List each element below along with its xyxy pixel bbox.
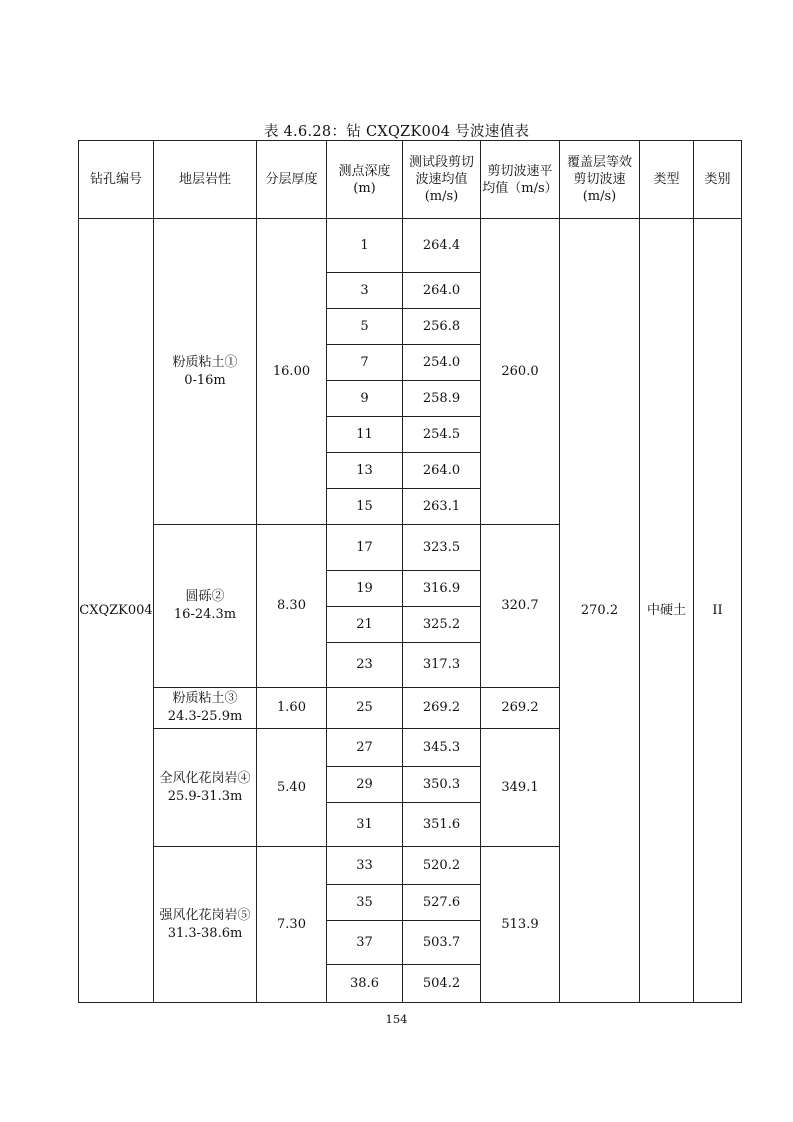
depth-cell: 35 — [327, 885, 403, 921]
velocity-cell: 258.9 — [403, 381, 481, 417]
header-depth: 测点深度 (m) — [327, 141, 403, 219]
mean-velocity-cell: 320.7 — [481, 525, 560, 688]
velocity-cell: 254.0 — [403, 345, 481, 381]
depth-cell: 31 — [327, 803, 403, 847]
depth-cell: 15 — [327, 489, 403, 525]
depth-cell: 37 — [327, 921, 403, 965]
thickness-cell: 5.40 — [257, 729, 327, 847]
equivalent-velocity-cell: 270.2 — [560, 219, 640, 1003]
mean-velocity-cell: 513.9 — [481, 847, 560, 1003]
thickness-cell: 16.00 — [257, 219, 327, 525]
velocity-cell: 263.1 — [403, 489, 481, 525]
lithology-cell: 强风化花岗岩⑤ 31.3-38.6m — [154, 847, 257, 1003]
depth-cell: 9 — [327, 381, 403, 417]
borehole-id-cell: CXQZK004 — [79, 219, 154, 1003]
velocity-cell: 527.6 — [403, 885, 481, 921]
page-number: 154 — [385, 1012, 408, 1026]
depth-cell: 23 — [327, 643, 403, 688]
depth-cell: 3 — [327, 273, 403, 309]
lithology-cell: 圆砾② 16-24.3m — [154, 525, 257, 688]
depth-cell: 21 — [327, 607, 403, 643]
site-class-cell: II — [694, 219, 742, 1003]
depth-cell: 17 — [327, 525, 403, 571]
velocity-cell: 254.5 — [403, 417, 481, 453]
velocity-cell: 264.0 — [403, 273, 481, 309]
thickness-cell: 7.30 — [257, 847, 327, 1003]
header-segment-velocity: 测试段剪切 波速均值 (m/s) — [403, 141, 481, 219]
velocity-cell: 325.2 — [403, 607, 481, 643]
depth-cell: 1 — [327, 219, 403, 273]
velocity-cell: 264.0 — [403, 453, 481, 489]
thickness-cell: 8.30 — [257, 525, 327, 688]
depth-cell: 5 — [327, 309, 403, 345]
mean-velocity-cell: 260.0 — [481, 219, 560, 525]
depth-cell: 11 — [327, 417, 403, 453]
table-row — [79, 219, 742, 273]
depth-cell: 25 — [327, 688, 403, 729]
mean-velocity-cell: 269.2 — [481, 688, 560, 729]
header-mean-velocity: 剪切波速平 均值（m/s） — [481, 141, 560, 219]
thickness-cell: 1.60 — [257, 688, 327, 729]
header-lithology: 地层岩性 — [154, 141, 257, 219]
lithology-cell: 粉质粘土① 0-16m — [154, 219, 257, 525]
velocity-cell: 256.8 — [403, 309, 481, 345]
header-row — [79, 141, 742, 219]
header-thickness: 分层厚度 — [257, 141, 327, 219]
header-equivalent-velocity: 覆盖层等效 剪切波速 (m/s) — [560, 141, 640, 219]
depth-cell: 33 — [327, 847, 403, 885]
velocity-cell: 316.9 — [403, 571, 481, 607]
wave-velocity-table — [78, 140, 742, 1003]
velocity-cell: 351.6 — [403, 803, 481, 847]
velocity-cell: 323.5 — [403, 525, 481, 571]
lithology-cell: 全风化花岗岩④ 25.9-31.3m — [154, 729, 257, 847]
depth-cell: 7 — [327, 345, 403, 381]
table-title: 表 4.6.28：钻 CXQZK004 号波速值表 — [263, 124, 530, 140]
velocity-cell: 520.2 — [403, 847, 481, 885]
velocity-cell: 503.7 — [403, 921, 481, 965]
velocity-cell: 269.2 — [403, 688, 481, 729]
depth-cell: 29 — [327, 767, 403, 803]
depth-cell: 19 — [327, 571, 403, 607]
velocity-cell: 345.3 — [403, 729, 481, 767]
velocity-cell: 317.3 — [403, 643, 481, 688]
site-type-cell: 中硬土 — [640, 219, 694, 1003]
velocity-cell: 264.4 — [403, 219, 481, 273]
header-class: 类别 — [694, 141, 742, 219]
header-type: 类型 — [640, 141, 694, 219]
depth-cell: 13 — [327, 453, 403, 489]
velocity-cell: 504.2 — [403, 965, 481, 1003]
mean-velocity-cell: 349.1 — [481, 729, 560, 847]
header-borehole: 钻孔编号 — [79, 141, 154, 219]
depth-cell: 27 — [327, 729, 403, 767]
velocity-cell: 350.3 — [403, 767, 481, 803]
depth-cell: 38.6 — [327, 965, 403, 1003]
lithology-cell: 粉质粘土③ 24.3-25.9m — [154, 688, 257, 729]
